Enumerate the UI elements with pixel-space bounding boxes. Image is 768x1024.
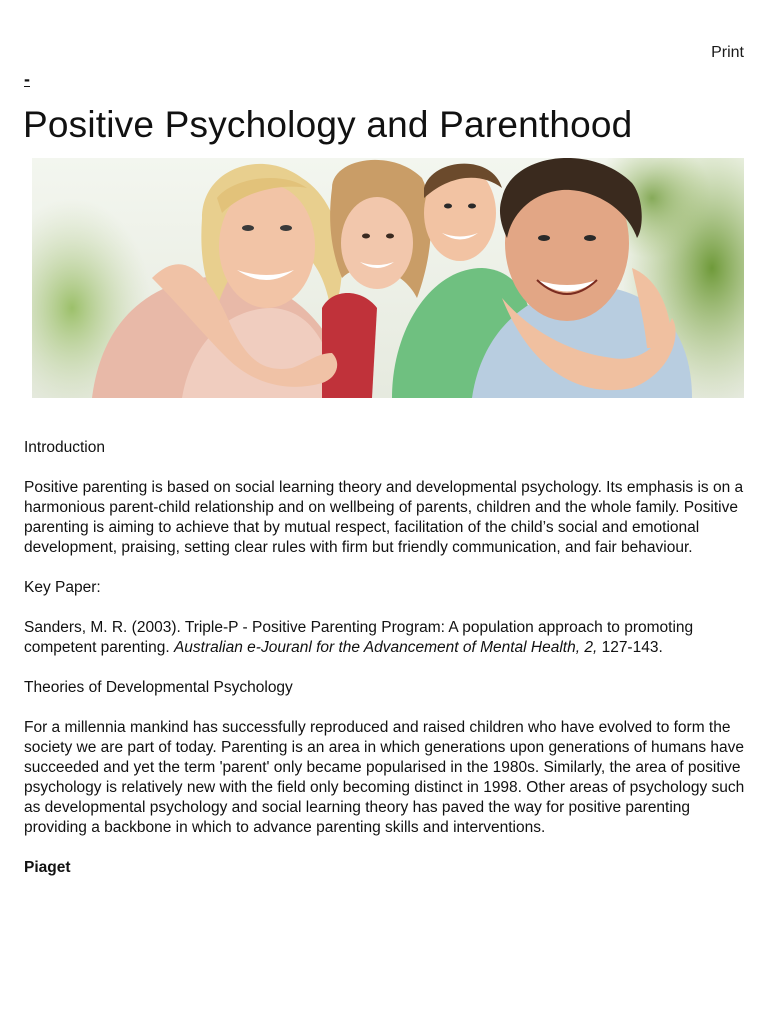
header-dash-mark: - — [24, 69, 30, 89]
article-content — [24, 438, 746, 898]
print-link[interactable]: Print — [711, 44, 744, 61]
citation — [24, 618, 746, 658]
intro-heading: Introduction — [24, 439, 105, 456]
intro-paragraph: Positive parenting is based on social learning theory and developmental psychology. Its emphasis is on a harmonious parent-child relationship and on wellbeing of parents, children and the whole family. Positive parenting is aiming to achieve that by mutual respect, facilitation of the child’s social and emotional development, praising, setting clear rules with firm but friendly communication, and fair behaviour. — [24, 479, 744, 556]
page-title: Positive Psychology and Parenthood — [23, 104, 633, 145]
theories-heading: Theories of Developmental Psychology — [24, 679, 293, 696]
citation-main: Sanders, M. R. (2003). Triple-P - Positive Parenting Program: A population approach to promoting competent parenting. — [24, 619, 694, 656]
piaget-heading: Piaget — [24, 859, 71, 876]
key-paper-heading: Key Paper: — [24, 579, 101, 596]
family-photo-icon — [32, 158, 744, 398]
family-photo — [32, 158, 744, 398]
citation-journal: Australian e-Jouranl for the Advancement of Mental Health, 2, — [173, 639, 598, 656]
citation-pages: 127-143. — [597, 639, 663, 656]
theories-paragraph: For a millennia mankind has successfully reproduced and raised children who have evolved to form the society we are part of today. Parenting is an area in which generations upon generations of humans have succeeded and yet the term 'parent' only became popularised in the 1980s. Similarly, the area of positive psychology is relatively new with the field only becoming distinct in 1998. Other areas of psychology such as developmental psychology and social learning theory has paved the way for positive parenting providing a backbone in which to advance parenting skills and interventions. — [24, 719, 745, 836]
